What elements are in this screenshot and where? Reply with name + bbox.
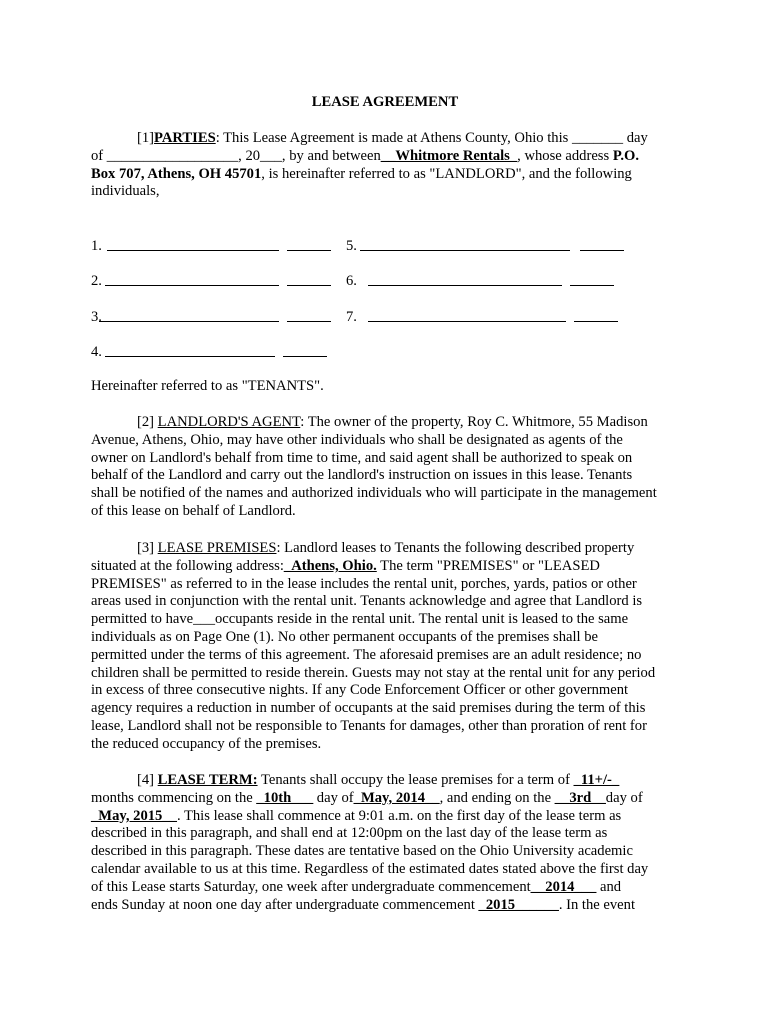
premises-heading: LEASE PREMISES (157, 540, 277, 556)
term-end-day: __3rd__ (554, 789, 606, 806)
landlord-address: Box 707, Athens, OH 45701 (91, 165, 262, 182)
term-months: _11+/-_ (573, 772, 620, 788)
parties-line-3: Box 707, Athens, OH 45701, is hereinafter referred to as "LANDLORD", and the following (91, 165, 632, 182)
parties-line-1: [1]PARTIES: This Lease Agreement is made at Athens County, Ohio this _______ day (137, 130, 648, 146)
term-start-month: _May, 2014__ (353, 789, 440, 806)
tenant-line-6: 6. (346, 272, 636, 290)
term-year-start: __2014___ (530, 878, 597, 895)
tenant-line-4: 4. (91, 343, 351, 361)
term-start-day: _10th___ (256, 789, 314, 806)
landlord-name: __Whitmore Rentals_ (380, 147, 518, 164)
parties-heading: PARTIES (154, 130, 216, 146)
tenant-line-3: 3. (91, 308, 351, 326)
tenant-line-5: 5. (346, 237, 636, 255)
tenants-hereinafter: Hereinafter referred to as "TENANTS". (91, 378, 324, 394)
term-section: [4] LEASE TERM: Tenants shall occupy the lease premises for a term of _11+/-_ months commencing on the _10th___ day of_May, 2014__, and ending on the __3rd__day of _May, 2015__. This lease shall commence at 9:01 a.m. on the first day of the lease term as described in this paragraph, and shall end at 12:00pm on the last day of the lease term as described in this paragraph. These dates are tentative based on the Ohio University academic calendar available to us at this time. Regardless of the estimated dates stated above the first day of this Lease starts Saturday, one week after undergraduate commencement__2014___ and ends Sunday at noon one day after undergraduate commencement _2015______. In the event (91, 772, 649, 913)
tenant-line-7: 7. (346, 308, 636, 326)
premises-section: [3] LEASE PREMISES: Landlord leases to Tenants the following described property situated at the following address:_Athens, Ohio. The term "PREMISES" or "LEASED PREMISES" as referred to in the lease includes the rental unit, porches, yards, patios or other areas used in conjunction with the rental unit. Tenants acknowledge and agree that Landlord is permitted to have___occupants reside in the rental unit. The rental unit is leased to the same individuals as on Page One (1). No other permanent occupants of the premises shall be permitted under the terms of this agreement. The aforesaid premises are an adult residence; no children shall be permitted to reside therein. Guests may not stay at the rental unit for any period in excess of three consecutive nights. If any Code Enforcement Officer or other government agency requires a reduction in number of occupants at the said premises during the term of this lease, Landlord shall not be responsible to Tenants for damages, other than proration of rent for the reduced occupancy of the premises. (91, 540, 656, 752)
tenant-line-2: 2. (91, 272, 351, 290)
term-end-month: _May, 2015__ (91, 807, 177, 824)
agent-heading: LANDLORD'S AGENT (157, 414, 301, 430)
parties-section (91, 130, 683, 201)
parties-line-2: of __________________, 20___, by and between__Whitmore Rentals_, whose address P.O. (91, 147, 640, 164)
document-title: LEASE AGREEMENT (311, 94, 459, 110)
term-year-end: _2015______ (478, 896, 559, 913)
premises-address: _Athens, Ohio. (283, 557, 377, 574)
term-heading: LEASE TERM: (157, 772, 258, 788)
agent-section: [2] LANDLORD'S AGENT: The owner of the property, Roy C. Whitmore, 55 Madison Avenue, Athens, Ohio, may have other individuals who shall be designated as agents of the owner on Landlord's behalf from time to time, and said agent shall be authorized to speak on behalf of the Landlord and carry out the landlord's instruction on issues in this lease. Tenants shall be notified of the names and authorized individuals who will participate in the management of this lease on behalf of Landlord. (91, 414, 657, 519)
tenant-line-1: 1. (91, 237, 351, 255)
parties-line-4: individuals, (91, 183, 160, 200)
